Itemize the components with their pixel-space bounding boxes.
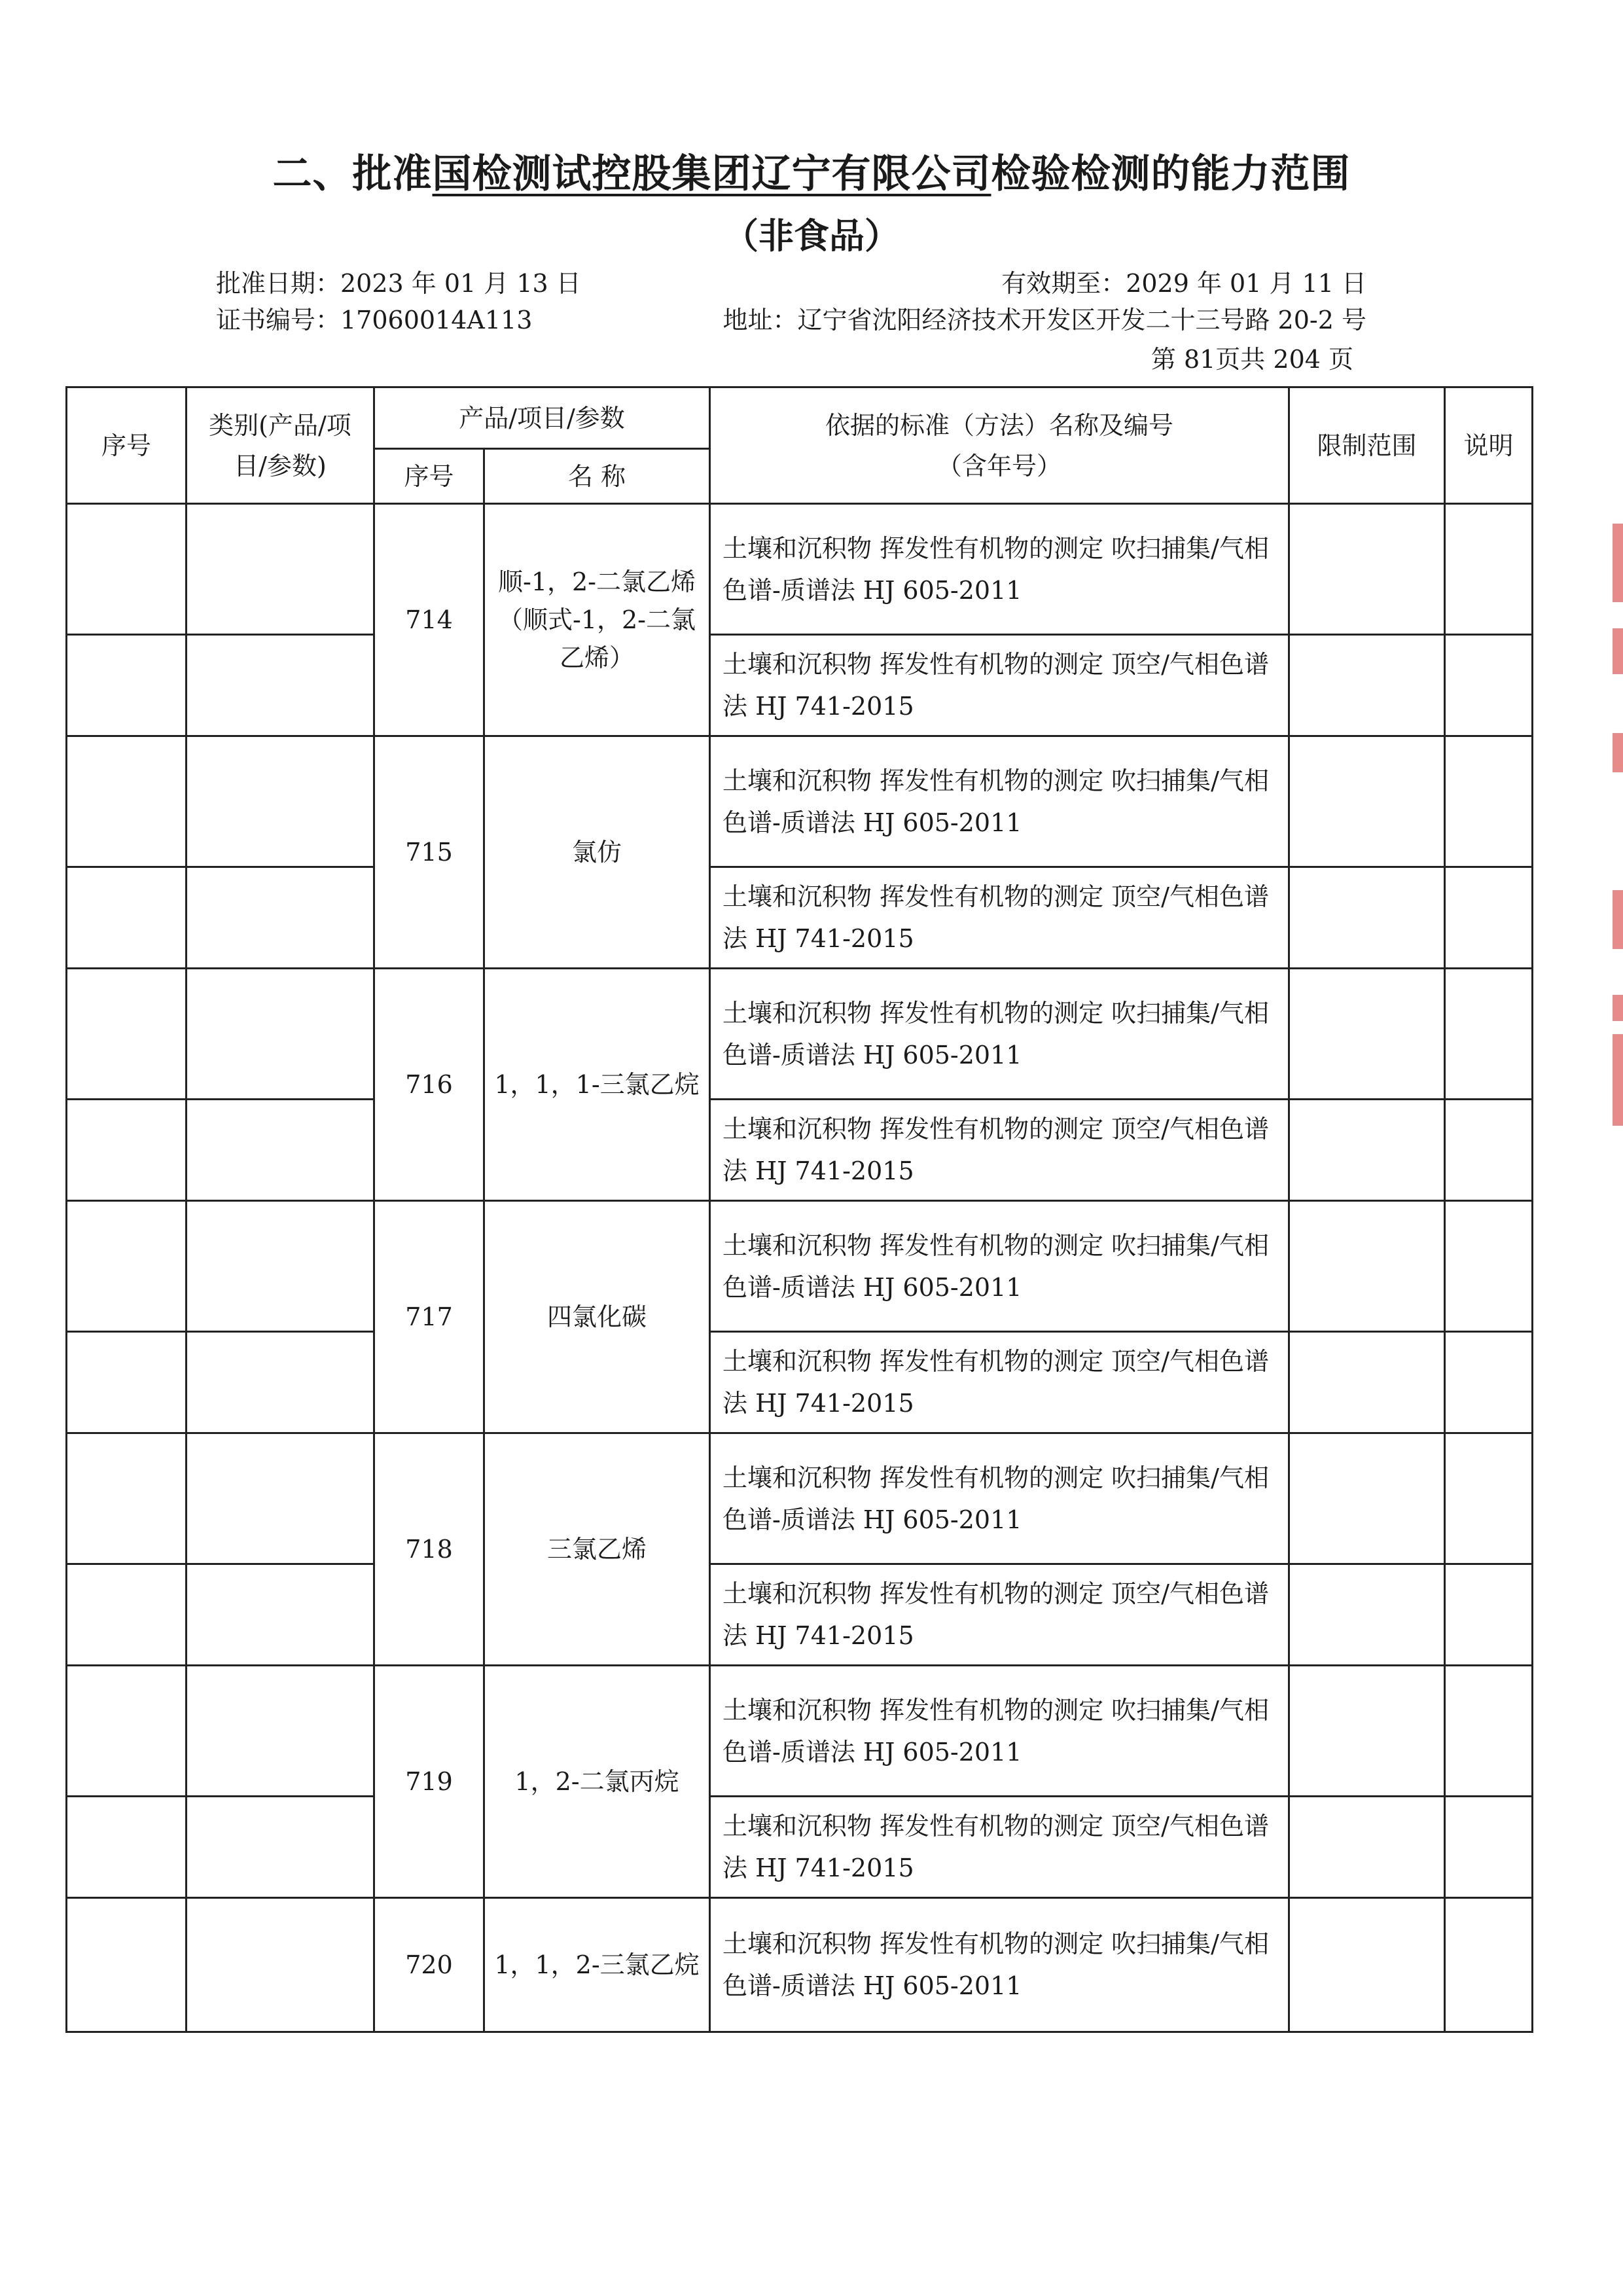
note-cell: [1445, 1433, 1533, 1564]
limit-cell: [1289, 1564, 1445, 1666]
seq-cell: [67, 1433, 187, 1564]
seq-cell: [67, 736, 187, 867]
method-cell: 土壤和沉积物 挥发性有机物的测定 吹扫捕集/气相色谱-质谱法 HJ 605-2011: [710, 1898, 1289, 2032]
item-no: 716: [374, 969, 484, 1201]
method-cell: 土壤和沉积物 挥发性有机物的测定 顶空/气相色谱法 HJ 741-2015: [710, 1564, 1289, 1666]
method-cell: 土壤和沉积物 挥发性有机物的测定 顶空/气相色谱法 HJ 741-2015: [710, 1797, 1289, 1898]
category-cell: [187, 1564, 374, 1666]
table-row: [67, 1666, 1533, 1797]
limit-cell: [1289, 1797, 1445, 1898]
seal-edge-mark: [1613, 1034, 1623, 1126]
method-cell: 土壤和沉积物 挥发性有机物的测定 吹扫捕集/气相色谱-质谱法 HJ 605-2011: [710, 1201, 1289, 1332]
valid-until: 有效期至：2029 年 01 月 11 日: [1001, 269, 1366, 298]
method-cell: 土壤和沉积物 挥发性有机物的测定 顶空/气相色谱法 HJ 741-2015: [710, 1100, 1289, 1201]
method-cell: 土壤和沉积物 挥发性有机物的测定 吹扫捕集/气相色谱-质谱法 HJ 605-2011: [710, 1666, 1289, 1797]
item-name: 1，2-二氯丙烷: [484, 1666, 710, 1898]
category-cell: [187, 969, 374, 1100]
category-cell: [187, 1201, 374, 1332]
item-no: 715: [374, 736, 484, 969]
category-cell: [187, 504, 374, 635]
note-cell: [1445, 1898, 1533, 2032]
limit-cell: [1289, 1201, 1445, 1332]
item-name: 四氯化碳: [484, 1201, 710, 1433]
seal-edge-mark: [1613, 733, 1623, 772]
header-limit: 限制范围: [1289, 387, 1445, 504]
note-cell: [1445, 1564, 1533, 1666]
category-cell: [187, 1433, 374, 1564]
limit-cell: [1289, 736, 1445, 867]
seq-cell: [67, 1201, 187, 1332]
note-cell: [1445, 1201, 1533, 1332]
header-category: 类别(产品/项目/参数): [187, 387, 374, 504]
seq-cell: [67, 1564, 187, 1666]
seq-cell: [67, 1100, 187, 1201]
item-no: 718: [374, 1433, 484, 1666]
limit-cell: [1289, 1332, 1445, 1433]
title-organization: 国检测试控股集团辽宁有限公司: [432, 151, 991, 197]
table-row: [67, 635, 1533, 736]
header-note: 说明: [1445, 387, 1533, 504]
item-name: 1，1，1-三氯乙烷: [484, 969, 710, 1201]
note-cell: [1445, 1797, 1533, 1898]
header-sub-name: 名 称: [484, 449, 710, 504]
table-row: [67, 736, 1533, 867]
header-seq: 序号: [67, 387, 187, 504]
seal-edge-mark: [1613, 628, 1623, 674]
category-cell: [187, 1797, 374, 1898]
note-cell: [1445, 969, 1533, 1100]
seal-edge-mark: [1613, 524, 1623, 602]
table-row: [67, 504, 1533, 635]
item-name: 1，1，2-三氯乙烷: [484, 1898, 710, 2032]
method-cell: 土壤和沉积物 挥发性有机物的测定 吹扫捕集/气相色谱-质谱法 HJ 605-2011: [710, 1433, 1289, 1564]
seq-cell: [67, 867, 187, 969]
table-row: [67, 1564, 1533, 1666]
note-cell: [1445, 736, 1533, 867]
category-cell: [187, 1666, 374, 1797]
category-cell: [187, 736, 374, 867]
category-cell: [187, 1100, 374, 1201]
page-number: 第 81页共 204 页: [1150, 345, 1353, 374]
seq-cell: [67, 1332, 187, 1433]
limit-cell: [1289, 504, 1445, 635]
table-row: [67, 1100, 1533, 1201]
table-row: [67, 1797, 1533, 1898]
table-row: [67, 969, 1533, 1100]
page-title: [0, 143, 1623, 199]
seal-edge-mark: [1613, 890, 1623, 949]
limit-cell: [1289, 867, 1445, 969]
header-product-group: 产品/项目/参数: [374, 387, 710, 449]
category-cell: [187, 1898, 374, 2032]
category-cell: [187, 635, 374, 736]
note-cell: [1445, 1666, 1533, 1797]
seq-cell: [67, 504, 187, 635]
table-row: [67, 1898, 1533, 2032]
header-standard: 依据的标准（方法）名称及编号（含年号）: [710, 387, 1289, 504]
method-cell: 土壤和沉积物 挥发性有机物的测定 顶空/气相色谱法 HJ 741-2015: [710, 867, 1289, 969]
seq-cell: [67, 969, 187, 1100]
method-cell: 土壤和沉积物 挥发性有机物的测定 吹扫捕集/气相色谱-质谱法 HJ 605-2011: [710, 504, 1289, 635]
method-cell: 土壤和沉积物 挥发性有机物的测定 顶空/气相色谱法 HJ 741-2015: [710, 1332, 1289, 1433]
limit-cell: [1289, 635, 1445, 736]
item-name: 氯仿: [484, 736, 710, 969]
item-name: 三氯乙烯: [484, 1433, 710, 1666]
limit-cell: [1289, 969, 1445, 1100]
limit-cell: [1289, 1433, 1445, 1564]
header-sub-seq: 序号: [374, 449, 484, 504]
approval-date: 批准日期：2023 年 01 月 13 日: [216, 269, 581, 298]
table-row: [67, 867, 1533, 969]
limit-cell: [1289, 1666, 1445, 1797]
table-row: [67, 1332, 1533, 1433]
method-cell: 土壤和沉积物 挥发性有机物的测定 吹扫捕集/气相色谱-质谱法 HJ 605-2011: [710, 969, 1289, 1100]
table-row: [67, 1201, 1533, 1332]
item-no: 717: [374, 1201, 484, 1433]
address: 地址：辽宁省沈阳经济技术开发区开发二十三号路 20-2 号: [722, 306, 1366, 334]
note-cell: [1445, 635, 1533, 736]
category-cell: [187, 867, 374, 969]
seal-edge-mark: [1613, 995, 1623, 1021]
item-name: 顺-1，2-二氯乙烯（顺式-1，2-二氯乙烯）: [484, 504, 710, 736]
note-cell: [1445, 1332, 1533, 1433]
seq-cell: [67, 635, 187, 736]
method-cell: 土壤和沉积物 挥发性有机物的测定 吹扫捕集/气相色谱-质谱法 HJ 605-2011: [710, 736, 1289, 867]
method-cell: 土壤和沉积物 挥发性有机物的测定 顶空/气相色谱法 HJ 741-2015: [710, 635, 1289, 736]
note-cell: [1445, 504, 1533, 635]
note-cell: [1445, 867, 1533, 969]
page-subtitle: （非食品）: [723, 215, 900, 257]
item-no: 714: [374, 504, 484, 736]
seq-cell: [67, 1797, 187, 1898]
title-suffix: 检验检测的能力范围: [991, 151, 1351, 197]
certificate-number: 证书编号：17060014A113: [216, 306, 533, 334]
table-row: [67, 1433, 1533, 1564]
item-no: 719: [374, 1666, 484, 1898]
title-prefix: 二、批准: [272, 151, 433, 197]
capability-table: [65, 386, 1533, 2033]
limit-cell: [1289, 1100, 1445, 1201]
note-cell: [1445, 1100, 1533, 1201]
limit-cell: [1289, 1898, 1445, 2032]
item-no: 720: [374, 1898, 484, 2032]
seq-cell: [67, 1898, 187, 2032]
seq-cell: [67, 1666, 187, 1797]
category-cell: [187, 1332, 374, 1433]
